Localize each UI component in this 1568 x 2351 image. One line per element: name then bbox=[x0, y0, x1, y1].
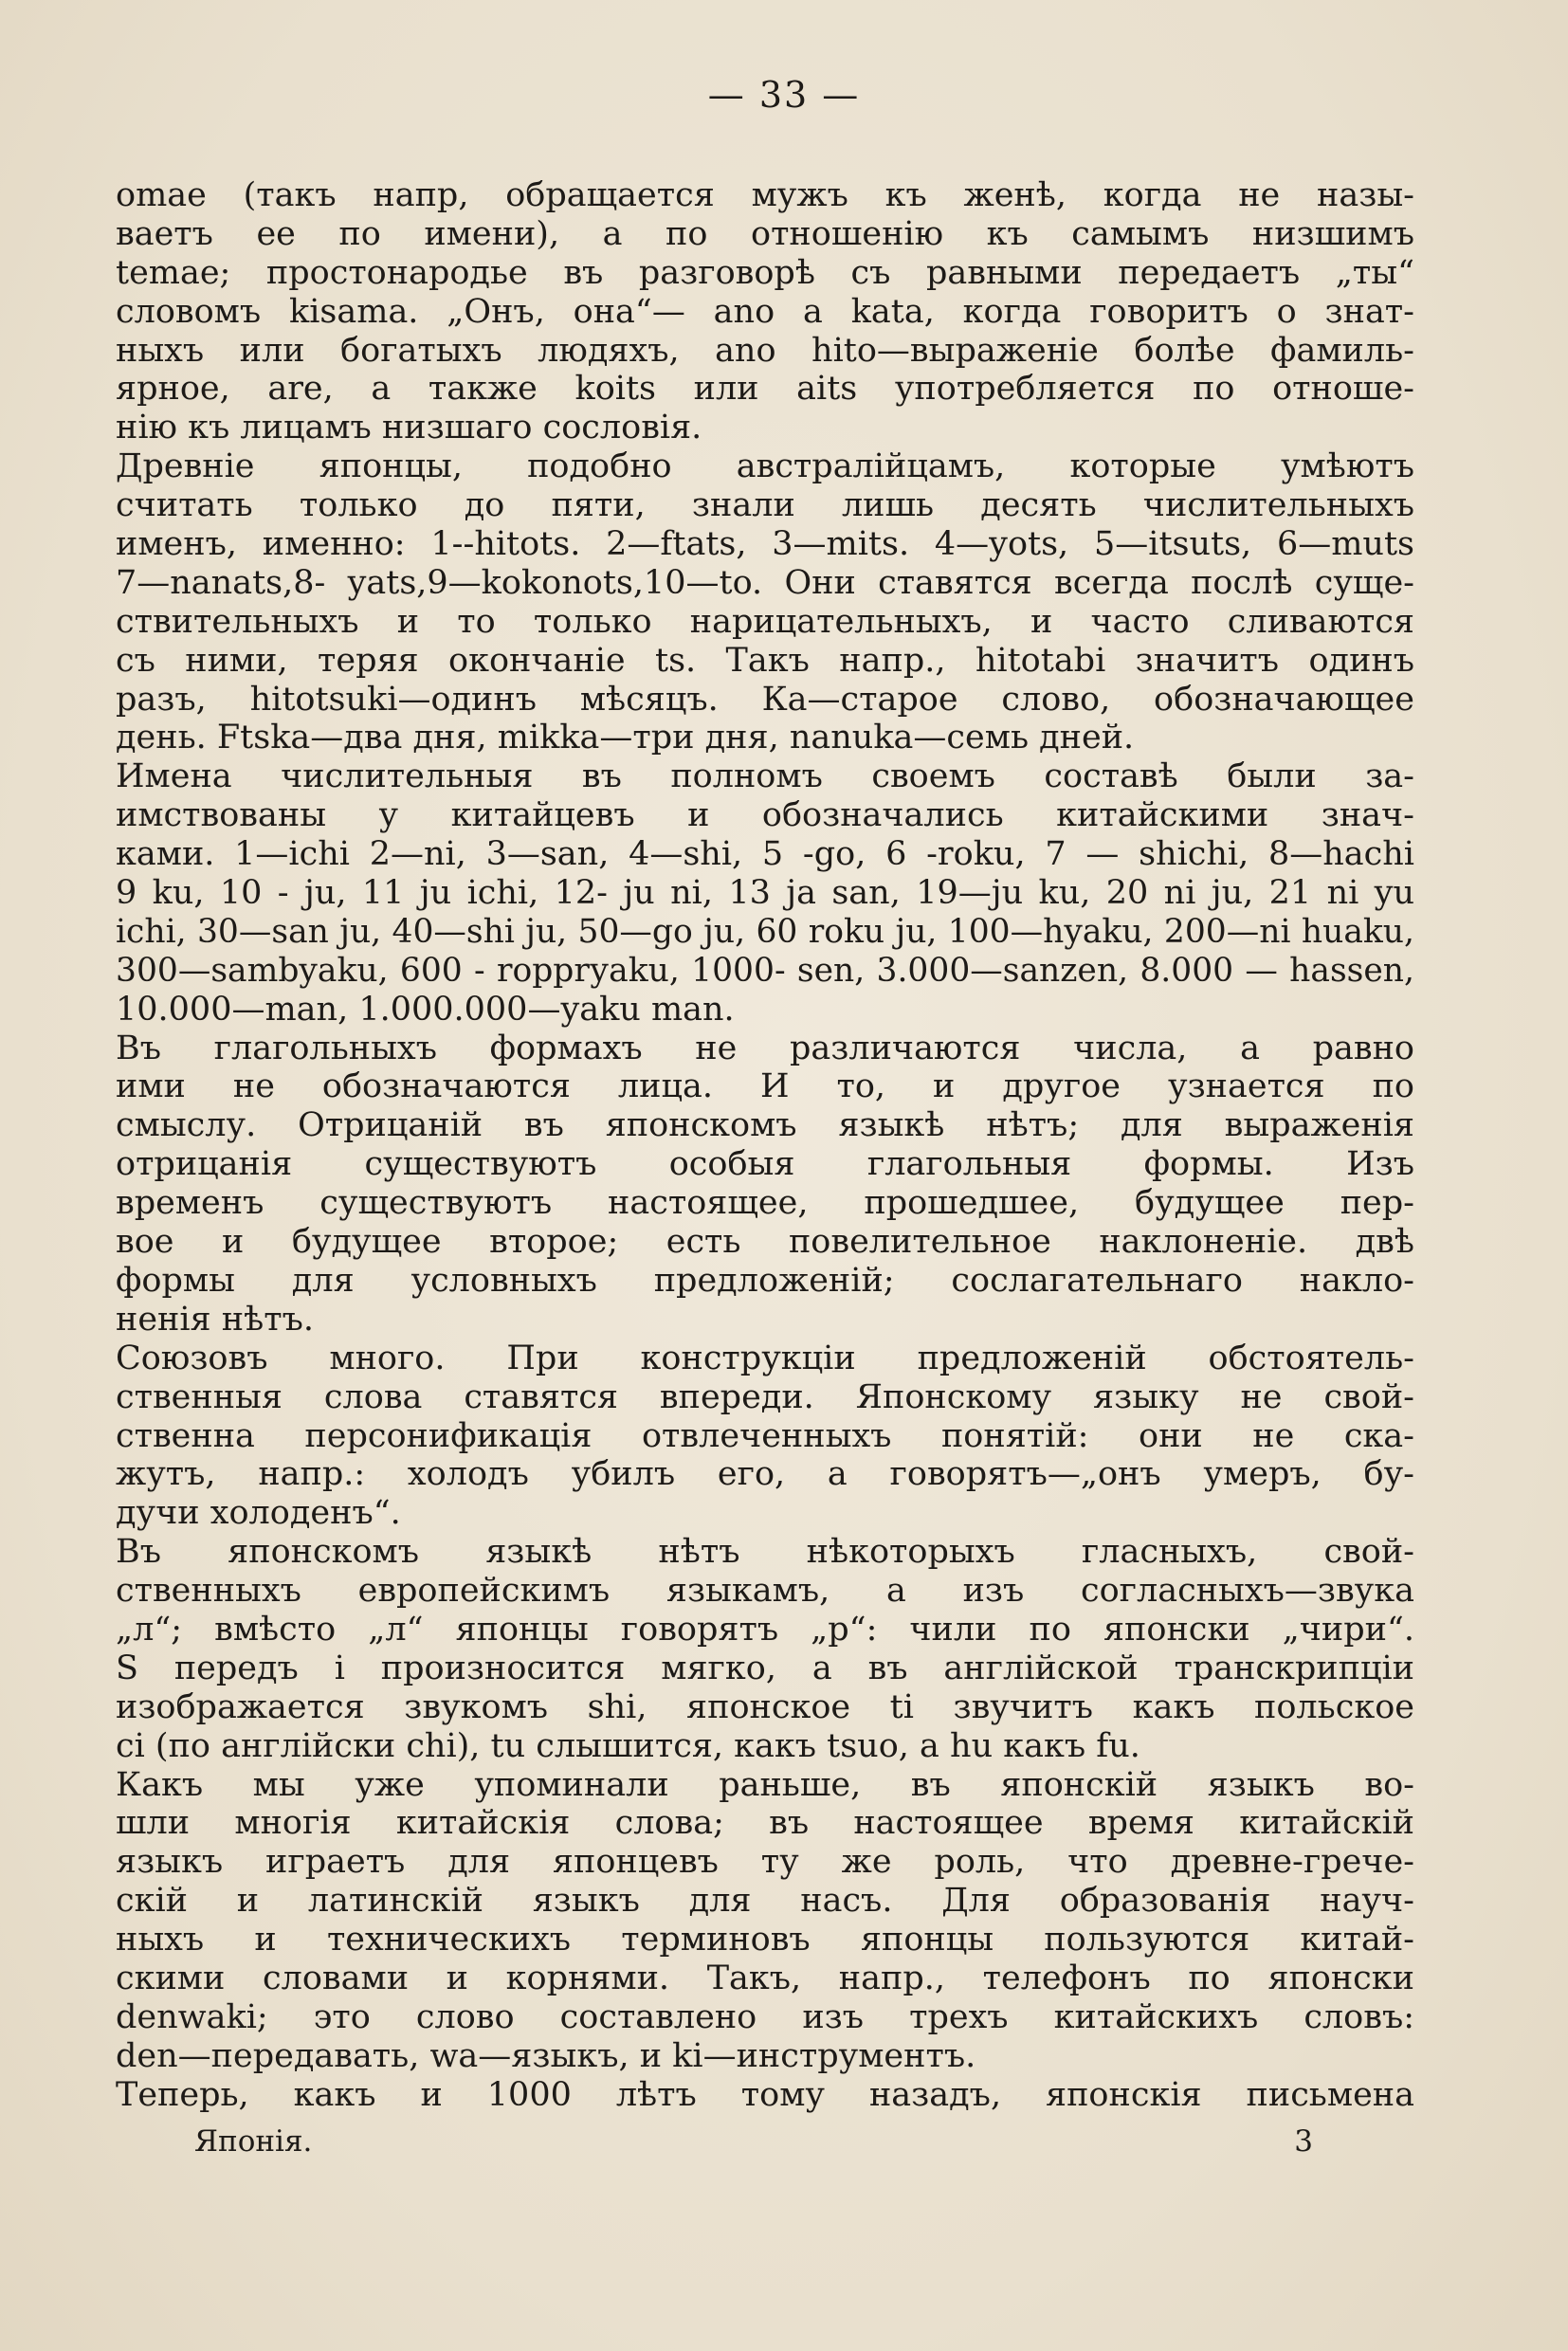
text-line: omae (такъ напр, обращается мужъ къ женѣ, когда не назы- bbox=[116, 176, 1414, 214]
text-line: 10.000—man, 1.000.000—yaku man. bbox=[116, 990, 735, 1029]
text-line: съ ними, теряя окончаніе ts. Такъ напр., hitotabi значитъ одинъ bbox=[116, 641, 1414, 680]
text-line: шли многія китайскія слова; въ настоящее время китайскій bbox=[116, 1804, 1414, 1843]
text-line: ваетъ ее по имени), а по отношенію къ самымъ низшимъ bbox=[116, 214, 1414, 253]
body-text bbox=[116, 176, 1414, 2115]
text-line: ственныя слова ставятся впереди. Японскому языку не свой- bbox=[116, 1377, 1414, 1416]
page-number: — 33 — bbox=[707, 74, 861, 116]
text-line: ci (по англійски chi), tu слышится, какъ tsuo, а hu какъ fu. bbox=[116, 1726, 1140, 1765]
text-line: скій и латинскій языкъ для насъ. Для образованія науч- bbox=[116, 1882, 1414, 1921]
text-line: den—передавать, wa—языкъ, и ki—инструментъ. bbox=[116, 2036, 976, 2075]
page-footer bbox=[194, 2124, 1313, 2159]
text-line: считать только до пяти, знали лишь десять числительныхъ bbox=[116, 486, 1414, 525]
text-line: имствованы у китайцевъ и обозначались китайскими знач- bbox=[116, 796, 1414, 835]
text-line: denwaki; это слово составлено изъ трехъ китайскихъ словъ: bbox=[116, 1997, 1414, 2036]
text-line: Въ японскомъ языкѣ нѣтъ нѣкоторыхъ гласныхъ, свой- bbox=[116, 1533, 1414, 1572]
text-line: ствительныхъ и то только нарицательныхъ, и часто сливаются bbox=[116, 602, 1414, 641]
text-line: именъ, именно: 1--hitots. 2—ftats, 3—mits. 4—yots, 5—itsuts, 6—muts bbox=[116, 525, 1414, 564]
text-line: Союзовъ много. При конструкціи предложеній обстоятель- bbox=[116, 1339, 1414, 1377]
text-line: формы для условныхъ предложеній; сослагательнаго накло- bbox=[116, 1261, 1414, 1300]
text-line: ненія нѣтъ. bbox=[116, 1300, 314, 1339]
text-line: временъ существуютъ настоящее, прошедшее, будущее пер- bbox=[116, 1184, 1414, 1223]
text-line: ichi, 30—san ju, 40—shi ju, 50—go ju, 60 roku ju, 100—hyaku, 200—ni huaku, bbox=[116, 912, 1414, 951]
text-line: словомъ kisama. „Онъ, она“— ano a kata, когда говоритъ о знат- bbox=[116, 292, 1414, 331]
text-line: смыслу. Отрицаній въ японскомъ языкѣ нѣтъ; для выраженія bbox=[116, 1106, 1414, 1145]
text-line: Какъ мы уже упоминали раньше, въ японскій языкъ во- bbox=[116, 1765, 1414, 1804]
text-line: нію къ лицамъ низшаго сословія. bbox=[116, 409, 702, 447]
footer-signature: Японія. bbox=[194, 2124, 313, 2159]
text-line: „л“; вмѣсто „л“ японцы говорятъ „р“: чили по японски „чири“. bbox=[116, 1610, 1414, 1649]
text-line: отрицанія существуютъ особыя глагольныя формы. Изъ bbox=[116, 1145, 1414, 1184]
text-line: языкъ играетъ для японцевъ ту же роль, что древне-грече- bbox=[116, 1843, 1414, 1882]
footer-sheet-number: 3 bbox=[1294, 2124, 1313, 2159]
text-line: ныхъ или богатыхъ людяхъ, ano hito—выраженіе болѣе фамиль- bbox=[116, 331, 1414, 370]
text-line: Въ глагольныхъ формахъ не различаются числа, а равно bbox=[116, 1029, 1414, 1067]
text-line: вое и будущее второе; есть повелительное наклоненіе. двѣ bbox=[116, 1223, 1414, 1262]
text-line: ственна персонификація отвлеченныхъ понятій: они не ска- bbox=[116, 1416, 1414, 1455]
text-line: Древніе японцы, подобно австралійцамъ, которые умѣютъ bbox=[116, 447, 1414, 486]
text-line: разъ, hitotsuki—одинъ мѣсяцъ. Ка—старое слово, обозначающее bbox=[116, 680, 1414, 719]
text-line: 300—sambyaku, 600 - ropprуaku, 1000- sen, 3.000—sanzen, 8.000 — hassen, bbox=[116, 951, 1414, 990]
text-line: дучи холоденъ“. bbox=[116, 1494, 401, 1533]
text-line: ственныхъ европейскимъ языкамъ, а изъ согласныхъ—звука bbox=[116, 1572, 1414, 1611]
text-line: скими словами и корнями. Такъ, напр., телефонъ по японски bbox=[116, 1959, 1414, 1997]
text-line: S передъ i произносится мягко, а въ англійской транскрипціи bbox=[116, 1649, 1414, 1687]
text-line: temae; простонародье въ разговорѣ съ равными передаетъ „ты“ bbox=[116, 253, 1414, 292]
text-line: ныхъ и техническихъ терминовъ японцы пользуются китай- bbox=[116, 1921, 1414, 1959]
text-line: ками. 1—ichi 2—ni, 3—san, 4—shi, 5 -go, 6 -roku, 7 — shichi, 8—hachi bbox=[116, 835, 1414, 874]
text-line: ими не обозначаются лица. И то, и другое узнается по bbox=[116, 1067, 1414, 1106]
text-line: жутъ, напр.: холодъ убилъ его, а говорятъ—„онъ умеръ, бу- bbox=[116, 1455, 1414, 1494]
text-line: день. Ftska—два дня, mikka—три дня, nanuka—семь дней. bbox=[116, 719, 1135, 757]
text-line: Теперь, какъ и 1000 лѣтъ тому назадъ, японскія письмена bbox=[116, 2075, 1414, 2114]
text-line: 9 ku, 10 - ju, 11 ju ichi, 12- ju ni, 13 ja san, 19—ju ku, 20 ni ju, 21 ni yu bbox=[116, 874, 1414, 913]
text-line: ярное, are, а также koits или aits употребляется по отноше- bbox=[116, 370, 1414, 409]
text-line: изображается звукомъ shi, японское ti звучитъ какъ польское bbox=[116, 1687, 1414, 1726]
text-line: 7—nanats,8- yats,9—kokonots,10—to. Они ставятся всегда послѣ суще- bbox=[116, 563, 1414, 602]
text-line: Имена числительныя въ полномъ своемъ составѣ были за- bbox=[116, 757, 1414, 796]
